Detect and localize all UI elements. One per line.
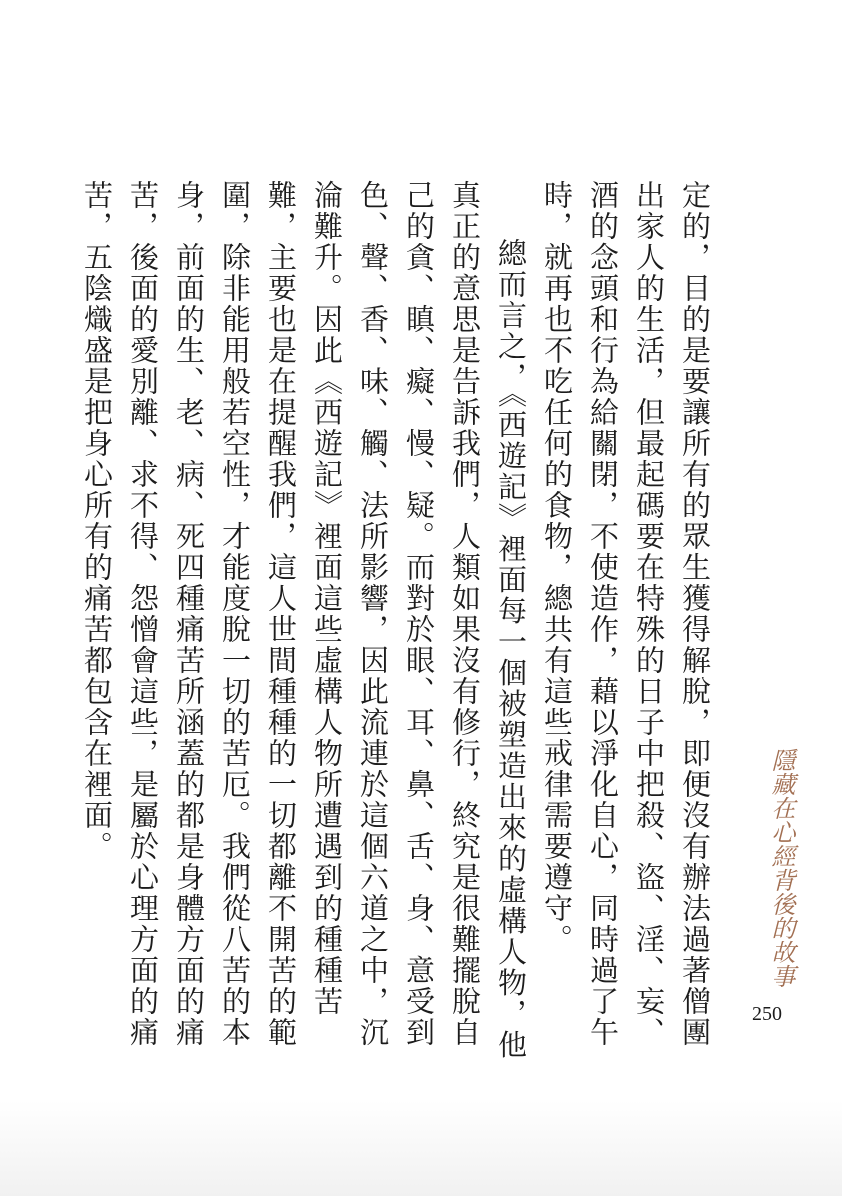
paragraph-continued: 定的，目的是要讓所有的眾生獲得解脫，即便沒有辦法過著僧團出家人的生活，但最起碼要在特殊的日子中把殺、盜、淫、妄、酒的念頭和行為給關閉，不使造作，藉以淨化自心，同時過了午時，就再也不吃任何的食物，總共有這些戒律需要遵守。 — [540, 180, 712, 1048]
body-text — [80, 180, 718, 1070]
paragraph-summary: 總而言之，《西遊記》裡面每一個被塑造出來的虛構人物，他真正的意思是告訴我們，人類如果沒有修行，終究是很難擺脫自己的貪、瞋、癡、慢、疑。而對於眼、耳、鼻、舌、身、意受到色、聲、香、味、觸、法所影響，因此流連於這個六道之中，沉淪難升。因此《西遊記》裡面這些虛構人物所遭遇到的種種苦難，主要也是在提醒我們，這人世間種種的一切都離不開苦的範圍，除非能用般若空性，才能度脫一切的苦厄。我們從八苦的本身，前面的生、老、病、死四種痛苦所涵蓋的都是身體方面的痛苦，後面的愛別離、求不得、怨憎會這些，是屬於心理方面的痛苦，五陰熾盛是把身心所有的痛苦都包含在裡面。 — [80, 180, 528, 1061]
running-title: 隱藏在心經背後的故事 — [767, 748, 795, 988]
page-number: 250 — [752, 1003, 782, 1025]
